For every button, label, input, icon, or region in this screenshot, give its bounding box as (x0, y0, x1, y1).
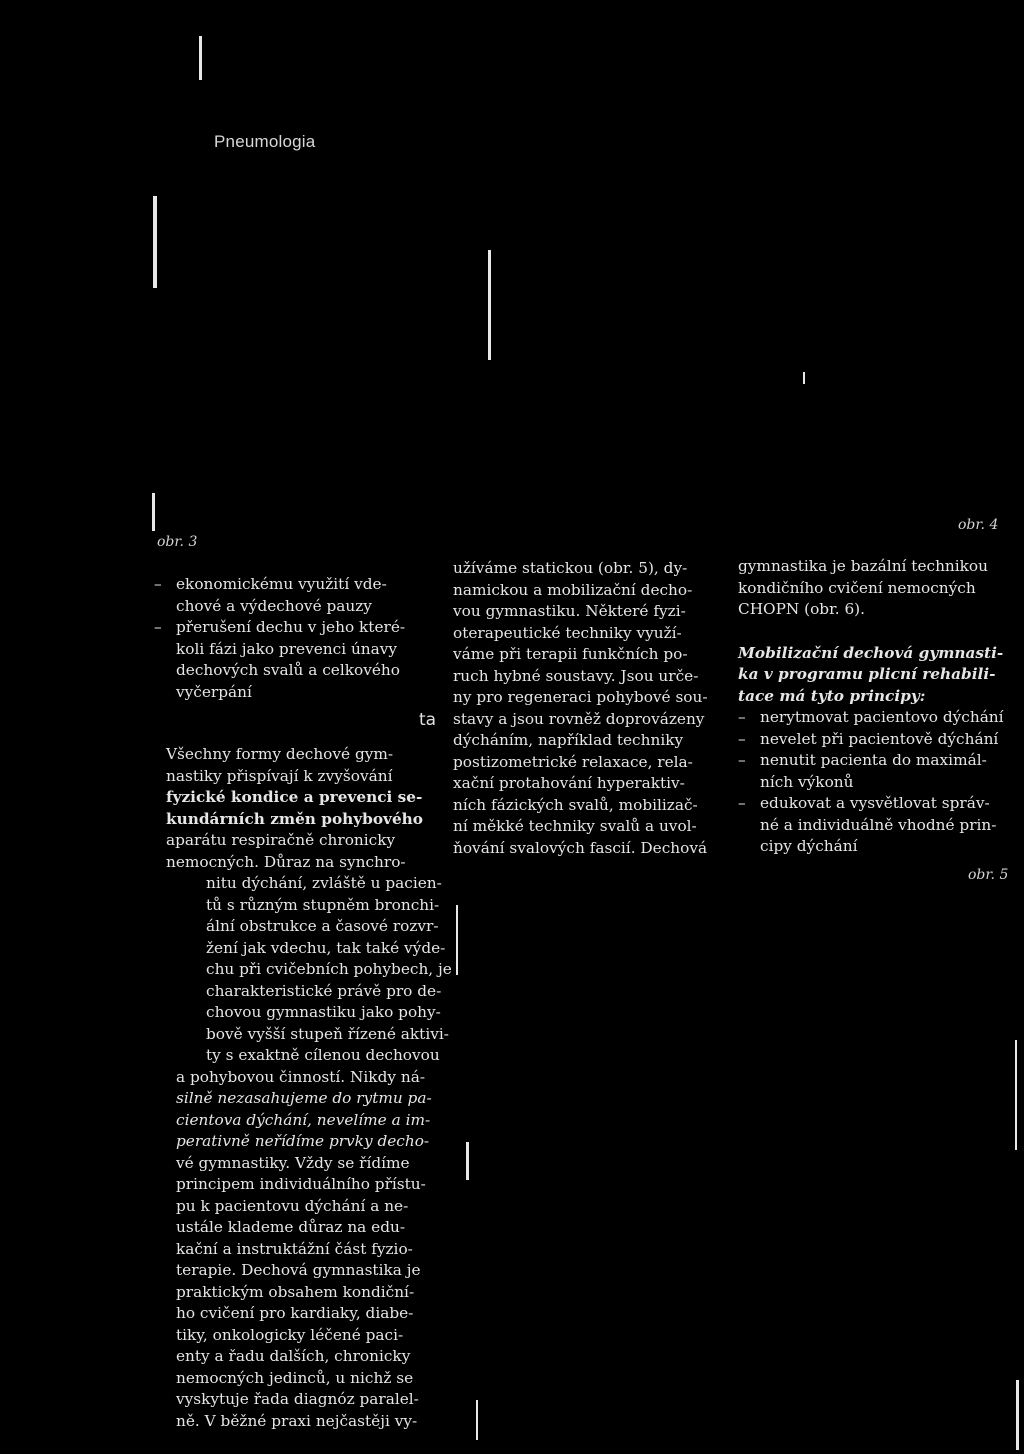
section-subheading: tace má tyto principy: (738, 686, 926, 705)
scan-mark (153, 196, 157, 288)
list-item: – nerytmovat pacientovo dýchání (738, 707, 1014, 729)
body-line: ní měkké techniky svalů a uvol- (453, 817, 697, 835)
body-line: kační a instruktážní část fyzio- (176, 1239, 413, 1258)
column-1-body (166, 744, 456, 1432)
scan-mark (488, 250, 491, 360)
body-line: fyzické kondice a prevenci se- (166, 788, 423, 806)
body-line: ny pro regeneraci pohybové sou- (453, 688, 708, 706)
list-item: – edukovat a vysvětlovat správ- né a individuálně vhodné prin- cipy dýchání (738, 793, 1014, 858)
body-line: cientova dýchání, nevelíme a im- (176, 1110, 431, 1129)
figure-caption-3: obr. 3 (157, 534, 198, 550)
figure-caption-4: obr. 4 (958, 517, 999, 533)
scan-mark (466, 1142, 469, 1180)
body-line: ních fázických svalů, mobilizač- (453, 795, 698, 814)
body-line: bově vyšší stupeň řízené aktivi- (206, 1024, 449, 1043)
body-line: kundárních změn pohybového (166, 809, 424, 828)
body-line: nemocných. Důraz na synchro- (166, 852, 406, 871)
body-line: nastiky přispívají k zvyšování (166, 766, 393, 785)
body-line: xační protahování hyperaktiv- (453, 774, 685, 792)
body-line: charakteristické právě pro de- (206, 981, 442, 1000)
scan-mark (803, 372, 805, 384)
body-line: principem individuálního přístu- (176, 1175, 426, 1193)
body-line: dýcháním, například techniky (453, 731, 684, 749)
body-line: ho cvičení pro kardiaky, diabe- (176, 1304, 414, 1322)
body-line: ně. V běžné praxi nejčastěji vy- (176, 1411, 418, 1430)
bullet-list (154, 574, 454, 703)
body-line: namickou a mobilizační decho- (453, 580, 693, 599)
section-heading-fragment: ta (419, 710, 437, 730)
list-item: – přerušení dechu v jeho které- koli fázi jako prevenci únavy dechových svalů a celkového vyčerpání (154, 617, 454, 703)
body-line: nitu dýchání, zvláště u pacien- (206, 874, 442, 892)
body-line: gymnastika je bazální technikou (738, 557, 988, 575)
body-line: perativně neřídíme prvky decho- (176, 1132, 430, 1150)
scan-mark (476, 1400, 478, 1440)
body-line: oterapeutické techniky využí- (453, 623, 682, 642)
column-1 (154, 574, 454, 703)
list-item: – nenutit pacienta do maximál- ních výkonů (738, 750, 1014, 793)
body-line: ální obstrukce a časové rozvr- (206, 917, 439, 935)
figure-caption-5: obr. 5 (968, 867, 1009, 883)
body-line: tiky, onkologicky léčené paci- (176, 1325, 404, 1344)
scan-mark (1016, 1380, 1019, 1450)
body-line: CHOPN (obr. 6). (738, 600, 866, 618)
section-subheading: ka v programu plicní rehabili- (738, 665, 996, 683)
body-line: ruch hybné soustavy. Jsou urče- (453, 666, 699, 685)
body-line: nemocných jedinců, u nichž se (176, 1368, 414, 1387)
body-line: a pohybovou činností. Nikdy ná- (176, 1067, 426, 1086)
body-line: terapie. Dechová gymnastika je (176, 1261, 421, 1279)
list-item: – nevelet při pacientově dýchání (738, 729, 1014, 751)
body-line: praktickým obsahem kondiční- (176, 1282, 415, 1301)
scan-mark (199, 36, 202, 80)
body-line: pu k pacientovu dýchání a ne- (176, 1196, 409, 1215)
body-line: užíváme statickou (obr. 5), dy- (453, 559, 688, 577)
page-header: Pneumologia (214, 132, 316, 151)
body-line: váme při terapii funkčních po- (453, 645, 688, 663)
body-line: chu při cvičebních pohybech, je (206, 960, 452, 978)
principles-list (738, 707, 1014, 858)
body-line: vou gymnastiku. Některé fyzi- (453, 602, 686, 620)
body-line: enty a řadu dalších, chronicky (176, 1347, 411, 1365)
body-line: stavy a jsou rovněž doprovázeny (453, 709, 705, 728)
column-2 (453, 558, 733, 859)
scan-mark (152, 493, 155, 531)
body-line: vyskytuje řada diagnóz paralel- (176, 1390, 419, 1408)
body-line: vé gymnastiky. Vždy se řídíme (176, 1153, 410, 1172)
scan-mark (1015, 1040, 1017, 1150)
body-line: ňování svalových fascií. Dechová (453, 838, 708, 857)
scan-mark (456, 905, 458, 975)
body-line: aparátu respiračně chronicky (166, 831, 396, 849)
body-line: žení jak vdechu, tak také výde- (206, 938, 446, 957)
body-line: Všechny formy dechové gym- (166, 745, 394, 763)
body-line: silně nezasahujeme do rytmu pa- (176, 1089, 432, 1107)
list-item: – ekonomickému využití vde- chové a výdechové pauzy (154, 574, 454, 617)
body-line: chovou gymnastiku jako pohy- (206, 1003, 441, 1021)
body-line: ustále klademe důraz na edu- (176, 1218, 406, 1236)
body-line: ty s exaktně cílenou dechovou (206, 1046, 440, 1064)
column-3 (738, 556, 1014, 858)
body-line: kondičního cvičení nemocných (738, 578, 976, 597)
body-line: postizometrické relaxace, rela- (453, 752, 693, 771)
body-line: tů s různým stupněm bronchi- (206, 895, 440, 914)
section-subheading: Mobilizační dechová gymnasti- (738, 643, 1004, 662)
